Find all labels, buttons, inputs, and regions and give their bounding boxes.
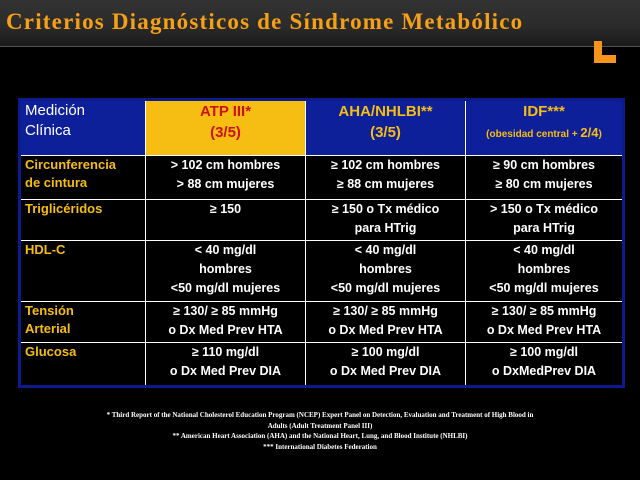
table-row-hdl-c — [20, 241, 624, 302]
cell-line: < 40 mg/dl — [513, 243, 575, 257]
cell-atp — [146, 343, 306, 387]
cell-line: o DxMedPrev DIA — [491, 364, 597, 378]
cell-line: o Dx Med Prev HTA — [328, 323, 443, 337]
header-idf-note — [466, 122, 622, 145]
cell-atp — [146, 200, 306, 241]
cell-line: ≥ 90 cm hombres — [492, 158, 596, 172]
cell-idf — [466, 241, 624, 302]
row-label — [20, 343, 146, 387]
header-medicion-clinica — [20, 100, 146, 156]
row-label-line: Glucosa — [25, 344, 77, 359]
table-row-glucosa — [20, 343, 624, 387]
cell-aha — [306, 302, 466, 343]
footnote-idf: *** International Diabetes Federation — [263, 442, 377, 451]
header-label-line: Medición — [25, 102, 86, 119]
header-idf-name: IDF*** — [523, 103, 565, 120]
cell-line: > 88 cm mujeres — [176, 177, 275, 191]
cell-line: ≥ 150 o Tx médico — [331, 202, 440, 216]
row-label-line: HDL-C — [25, 242, 66, 257]
row-label-line: de cintura — [25, 175, 88, 190]
row-label — [20, 200, 146, 241]
cell-line: ≥ 130/ ≥ 85 mmHg — [333, 304, 438, 318]
cell-line: ≥ 100 mg/dl — [510, 345, 578, 359]
cell-idf — [466, 156, 624, 200]
cell-line: <50 mg/dl mujeres — [330, 281, 441, 295]
table-row-tension-arterial — [20, 302, 624, 343]
cell-line: < 40 mg/dl — [354, 243, 417, 257]
cell-line: ≥ 102 cm hombres — [331, 158, 440, 172]
cell-line: o Dx Med Prev HTA — [486, 323, 602, 337]
row-label — [20, 302, 146, 343]
row-label — [20, 241, 146, 302]
cell-aha — [306, 241, 466, 302]
cell-line: ≥ 130/ ≥ 85 mmHg — [173, 304, 278, 318]
header-label-line: Clínica — [25, 122, 71, 139]
table-row-trigliceridos — [20, 200, 624, 241]
footnotes — [18, 410, 622, 452]
table-header-row — [20, 100, 624, 156]
idf-note-close: ) — [598, 129, 602, 140]
cell-idf — [466, 343, 624, 387]
cell-line: o Dx Med Prev DIA — [169, 364, 282, 378]
cell-line: hombres — [517, 262, 571, 276]
cell-atp — [146, 302, 306, 343]
title-bar — [0, 0, 640, 47]
corner-bracket-decoration — [594, 41, 616, 63]
cell-atp — [146, 156, 306, 200]
corner-bracket-horizontal — [602, 55, 616, 63]
cell-aha — [306, 200, 466, 241]
row-label-line: Arterial — [25, 321, 71, 336]
cell-line: hombres — [359, 262, 412, 276]
cell-line: ≥ 150 — [209, 202, 242, 216]
idf-note-open: ( — [486, 129, 490, 140]
cell-idf — [466, 200, 624, 241]
cell-line: ≥ 88 cm mujeres — [336, 177, 435, 191]
footnote-ncep-cont: Adults (Adult Treatment Panel III) — [267, 421, 373, 430]
cell-line: ≥ 110 mg/dl — [191, 345, 260, 359]
row-label-line: Circunferencia — [25, 157, 117, 172]
header-aha-nhlbi — [306, 100, 466, 156]
cell-idf — [466, 302, 624, 343]
row-label-line: Triglicéridos — [25, 201, 103, 216]
row-label — [20, 156, 146, 200]
cell-atp — [146, 241, 306, 302]
cell-line: > 102 cm hombres — [170, 158, 281, 172]
idf-note-count: 2/4 — [580, 125, 599, 140]
cell-aha — [306, 156, 466, 200]
header-atp-iii — [146, 100, 306, 156]
cell-line: <50 mg/dl mujeres — [170, 281, 281, 295]
criteria-table — [18, 98, 625, 388]
row-label-line: Tensión — [25, 303, 74, 318]
cell-line: > 150 o Tx médico — [489, 202, 599, 216]
footnote-ncep: * Third Report of the National Cholesterol Education Program (NCEP) Expert Panel on Detection, Evaluation and Treatment of High Blood in — [106, 411, 534, 419]
cell-line: ≥ 130/ ≥ 85 mmHg — [491, 304, 597, 318]
cell-line: ≥ 100 mg/dl — [351, 345, 420, 359]
header-aha-count: (3/5) — [370, 124, 401, 141]
footnote-aha: ** American Heart Association (AHA) and the National Heart, Lung, and Blood Institute (NHLBI) — [172, 432, 468, 440]
slide-title: Criterios Diagnósticos de Síndrome Metabólico — [6, 9, 524, 34]
cell-line: o Dx Med Prev HTA — [168, 323, 283, 337]
header-atp-name: ATP III* — [199, 103, 252, 120]
cell-line: para HTrig — [354, 221, 417, 235]
cell-aha — [306, 343, 466, 387]
cell-line: ≥ 80 cm mujeres — [495, 177, 593, 191]
cell-line: < 40 mg/dl — [194, 243, 257, 257]
table-row-circunferencia — [20, 156, 624, 200]
cell-line: <50 mg/dl mujeres — [489, 281, 599, 295]
header-idf — [466, 100, 624, 156]
header-aha-name: AHA/NHLBI** — [338, 103, 433, 120]
cell-line: hombres — [199, 262, 252, 276]
cell-line: para HTrig — [513, 221, 575, 235]
cell-line: o Dx Med Prev DIA — [329, 364, 442, 378]
corner-bracket-vertical — [594, 41, 602, 63]
header-atp-count: (3/5) — [210, 124, 241, 141]
idf-note-text: obesidad central + — [489, 129, 581, 140]
